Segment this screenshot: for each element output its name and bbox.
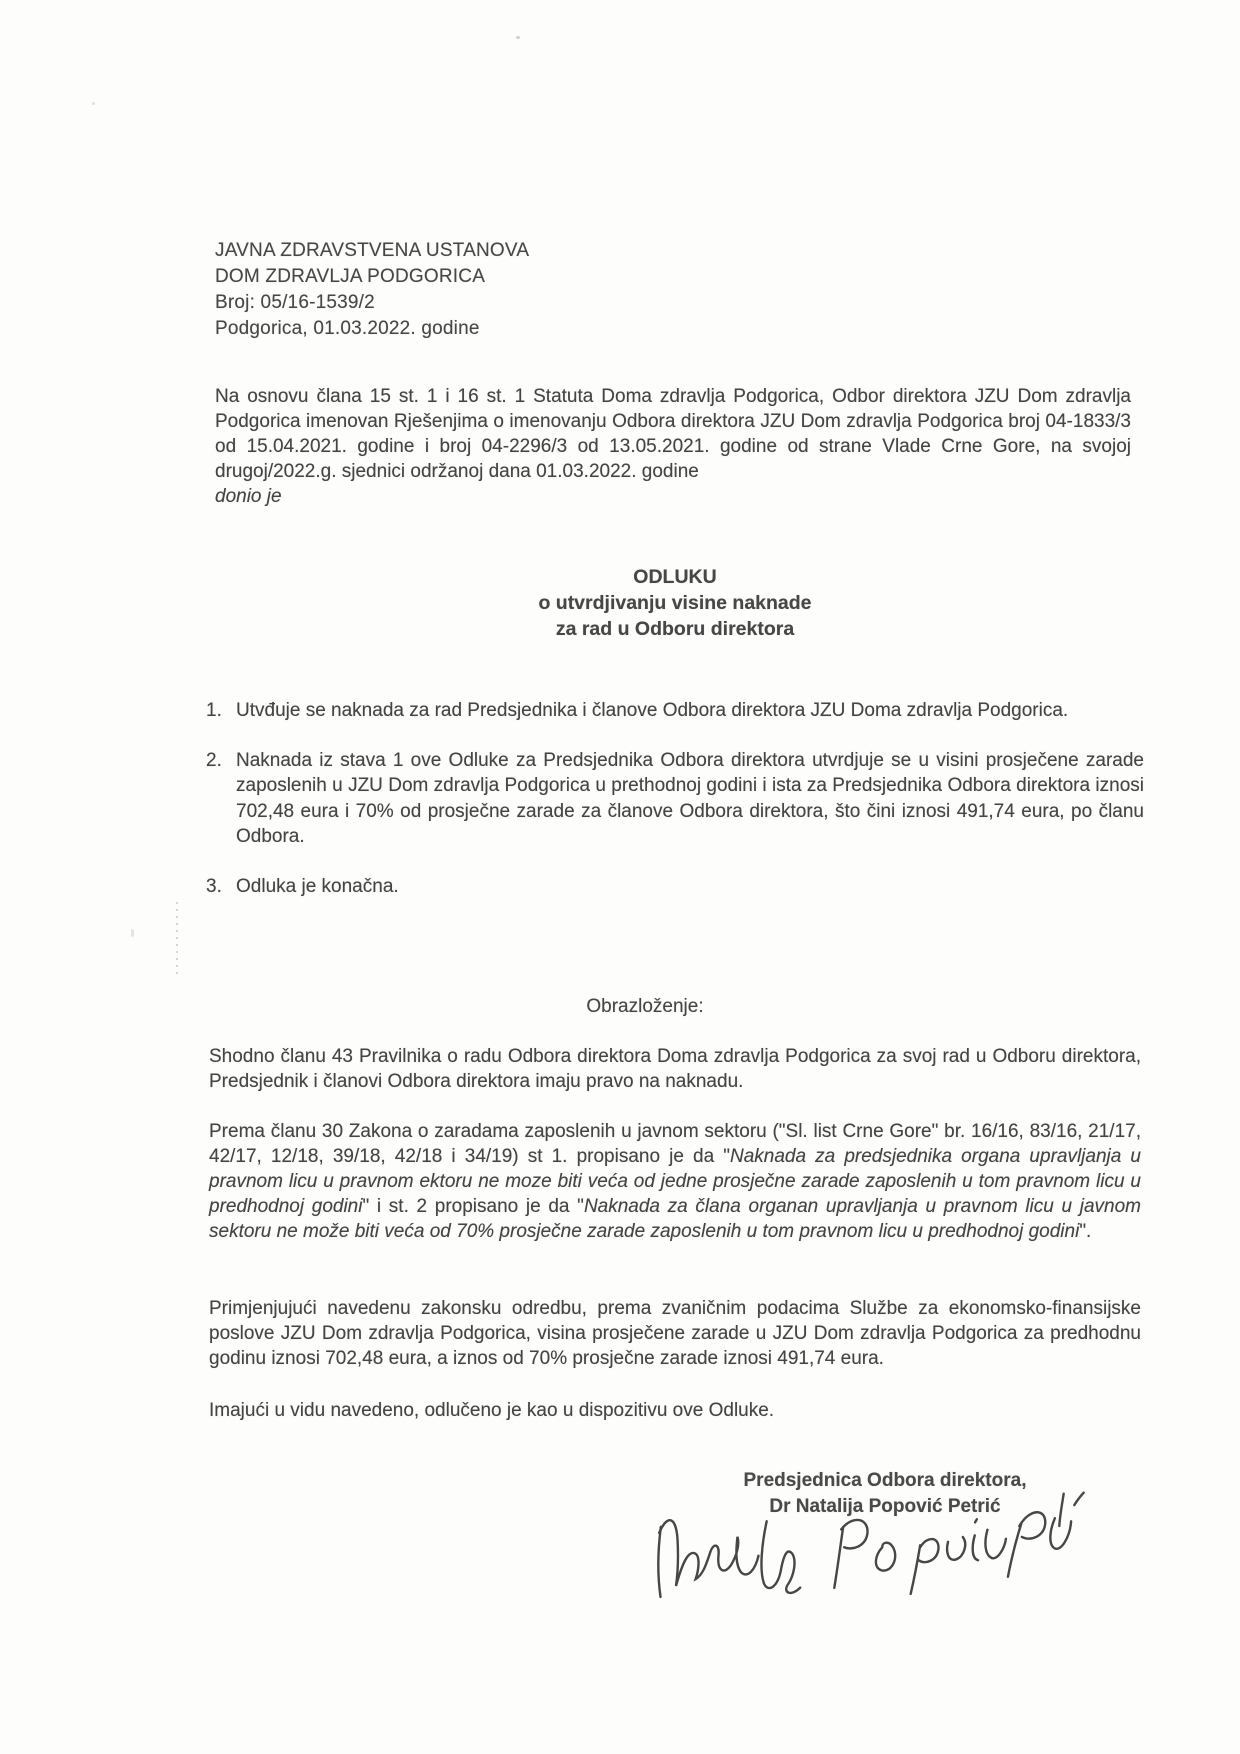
rationale-paragraph-2 xyxy=(209,1119,1141,1244)
institution-subname: DOM ZDRAVLJA PODGORICA xyxy=(215,266,486,287)
item-number: 3. xyxy=(206,875,222,897)
scan-artifact xyxy=(516,36,520,39)
signatory-name: Dr Natalija Popović Petrić xyxy=(769,1496,1001,1517)
item-text: Naknada iz stava 1 ove Odluke za Predsjednika Odbora direktora utvrdjuje se u visini prosječene zarade zaposlenih u JZU Dom zdravlja Podgorica u prethodnoj godini i ista za Predsjednika Odbora direktora iznosi 702,48 eura i 70% od prosječne zarade za članove Odbora direktora, što čini iznosi 491,74 eura, po članu Odbora. xyxy=(236,749,1144,847)
list-item xyxy=(206,698,1144,724)
decision-items xyxy=(206,698,1144,923)
scan-artifact xyxy=(92,102,95,105)
item-number: 2. xyxy=(206,749,222,771)
decision-title-line1: ODLUKU xyxy=(633,566,717,588)
rationale-paragraph-1: Shodno članu 43 Pravilnika o radu Odbora direktora Doma zdravlja Podgorica za svoj rad u Odboru direktora, Predsjednik i članovi Odbora direktora imaju pravo na naknadu. xyxy=(209,1046,1141,1092)
institution-name: JAVNA ZDRAVSTVENA USTANOVA xyxy=(215,240,530,261)
item-number: 1. xyxy=(206,700,222,721)
law-quote-2: Naknada za člana organan upravljanja u pravnom licu u javnom sektoru ne može biti veća od 70% prosječne zarade zaposlenih u tom pravnom licu u predhodnoj godini xyxy=(209,1196,1141,1242)
decision-title xyxy=(210,564,1140,642)
document-number: Broj: 05/16-1539/2 xyxy=(215,292,375,313)
law-citation: Prema članu 30 Zakona o zaradama zaposlenih u javnom sektoru ("Sl. list Crne Gore" br. 16/16, 83/16, 21/17, 42/17, 12/18, 39/18, 42/18 i 34/19) st 1. propisano je da " xyxy=(209,1121,1141,1167)
rationale-paragraph-3: Primjenjujući navedenu zakonsku odredbu, prema zvaničnim podacima Službe za ekonomsko-finansijske poslove JZU Dom zdravlja Podgorica, visina prosječene zarade u JZU Dom zdravlja Podgorica za predhodnu godinu iznosi 702,48 eura, a iznos od 70% prosječne zarade iznosi 491,74 eura. xyxy=(209,1298,1141,1369)
scan-artifact xyxy=(176,902,178,974)
item-text: Odluka je konačna. xyxy=(236,875,399,897)
decision-title-line2: o utvrdjivanju visine naknade xyxy=(538,592,812,614)
place-and-date: Podgorica, 01.03.2022. godine xyxy=(215,318,480,339)
law-citation-mid: " i st. 2 propisano je da " xyxy=(362,1196,584,1217)
handwritten-signature-icon xyxy=(645,1475,1090,1613)
list-item xyxy=(206,748,1144,850)
decision-title-line3: za rad u Odboru direktora xyxy=(555,618,795,640)
item-text: Utvđuje se naknada za rad Predsjednika i članove Odbora direktora JZU Doma zdravlja Podgorica. xyxy=(236,700,1069,721)
scan-artifact xyxy=(131,929,134,937)
preamble xyxy=(215,384,1131,509)
enacting-words: donio je xyxy=(215,486,282,507)
list-item xyxy=(206,874,1144,900)
law-citation-end: ". xyxy=(1079,1221,1092,1242)
letterhead xyxy=(215,238,529,342)
law-quote-1: Naknada za predsjednika organa upravljanja u pravnom licu u pravnom ektoru ne moze biti veća od jedne prosječne zarade zaposlenih u tom pravnom licu u predhodnoj godini xyxy=(209,1146,1141,1217)
preamble-text: Na osnovu člana 15 st. 1 i 16 st. 1 Statuta Doma zdravlja Podgorica, Odbor direktora JZU Dom zdravlja Podgorica imenovan Rješenjima o imenovanju Odbora direktora JZU Dom zdravlja Podgorica broj 04-1833/3 od 15.04.2021. godine i broj 04-2296/3 od 13.05.2021. godine od strane Vlade Crne Gore, na svojoj drugoj/2022.g. sjednici održanoj dana 01.03.2022. godine xyxy=(215,386,1131,482)
signatory-role: Predsjednica Odbora direktora, xyxy=(743,1470,1027,1491)
rationale-heading: Obrazloženje: xyxy=(586,996,704,1017)
closing-sentence: Imajući u vidu navedeno, odlučeno je kao u dispozitivu ove Odluke. xyxy=(209,1400,775,1421)
